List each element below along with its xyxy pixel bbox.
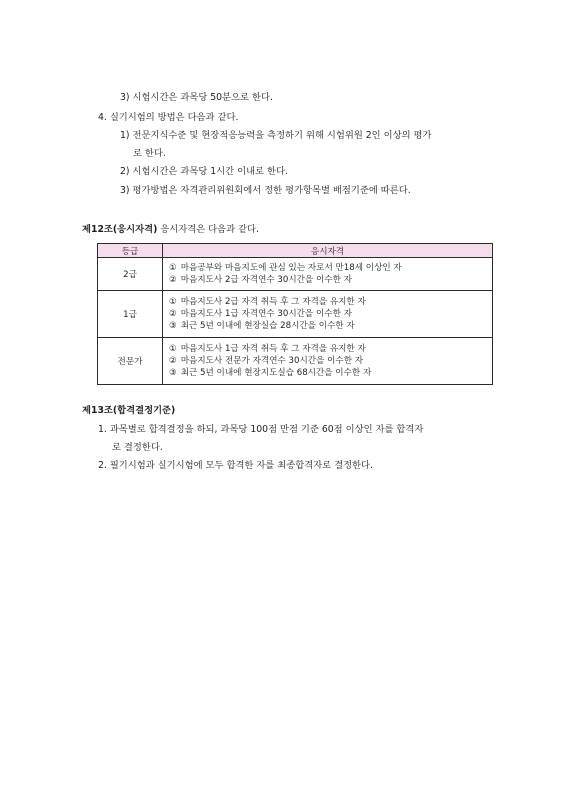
qualification-cell [163, 291, 493, 338]
table-row [98, 258, 493, 291]
grade-cell: 1급 [98, 291, 163, 338]
table-row [98, 291, 493, 338]
qualification-item: ① 마음지도사 2급 자격 취득 후 그 자격을 유지한 자 [169, 296, 366, 307]
qualification-item: ① 마음지도사 1급 자격 취득 후 그 자격을 유지한 자 [169, 343, 366, 354]
practical-exam-method-item-1-continued: 로 한다. [133, 148, 166, 159]
qualification-item: ① 마음공부와 마음지도에 관심 있는 자로서 만18세 이상인 자 [169, 262, 402, 273]
grade-cell: 전문가 [98, 338, 163, 385]
practical-exam-method-item-1: 1) 전문지식수준 및 현장적응능력을 측정하기 위해 시험위원 2인 이상의 평가 [120, 130, 432, 141]
header-qualification: 응시자격 [163, 244, 493, 258]
table-header-row [98, 244, 493, 258]
practical-exam-method-heading: 4. 실기시험의 방법은 다음과 같다. [98, 112, 239, 123]
exam-duration-item: 3) 시험시간은 과목당 50분으로 한다. [120, 92, 273, 103]
header-grade: 등급 [98, 244, 163, 258]
qualification-item: ② 마음지도사 2급 자격연수 30시간을 이수한 자 [169, 275, 352, 285]
article-12-title: 제12조(응시자격) [82, 224, 158, 235]
article-12-heading [82, 223, 259, 236]
qualification-table [97, 243, 493, 385]
practical-exam-method-item-2: 2) 시험시간은 과목당 1시간 이내로 한다. [120, 166, 288, 177]
qualification-cell [163, 338, 493, 385]
qualification-item: ③ 최근 5년 이내에 현장지도실습 68시간을 이수한 자 [169, 368, 372, 379]
qualification-item: ③ 최근 5년 이내에 현장실습 28시간을 이수한 자 [169, 321, 355, 332]
table-row [98, 338, 493, 385]
qualification-cell [163, 258, 493, 291]
practical-exam-method-item-3: 3) 평가방법은 자격관리위원회에서 정한 평가항목별 배점기준에 따른다. [120, 185, 411, 196]
pass-criteria-item-2: 2. 필기시험과 실기시험에 모두 합격한 자를 최종합격자로 결정한다. [98, 460, 373, 471]
grade-cell: 2급 [98, 258, 163, 291]
qualification-item: ② 마음지도사 전문가 자격연수 30시간을 이수한 자 [169, 355, 364, 366]
pass-criteria-item-1-continued: 로 결정한다. [112, 442, 163, 453]
article-12-text: 응시자격은 다음과 같다. [157, 224, 259, 235]
article-13-title: 제13조(합격결정기준) [82, 405, 176, 416]
qualification-item: ② 마음지도사 1급 자격연수 30시간을 이수한 자 [169, 308, 352, 319]
pass-criteria-item-1: 1. 과목별로 합격결정을 하되, 과목당 100점 만점 기준 60점 이상인 자를 합격자 [98, 424, 424, 435]
